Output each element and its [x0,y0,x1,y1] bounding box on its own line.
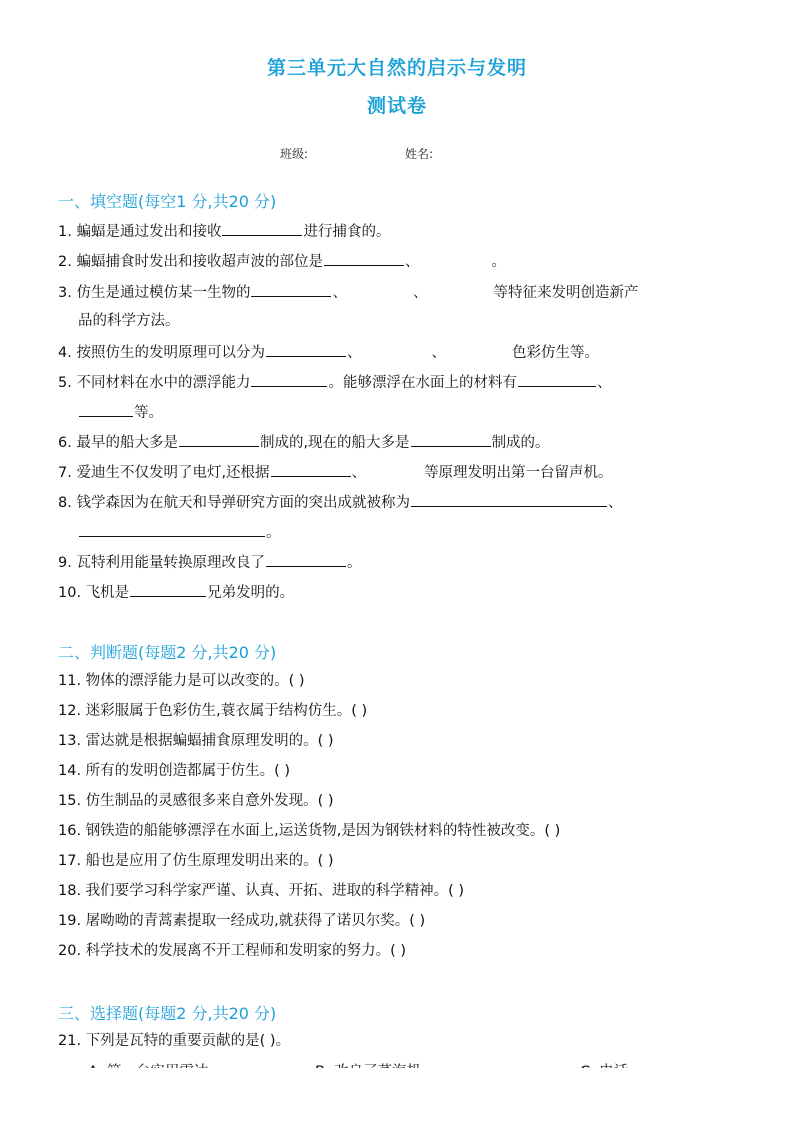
q8-blank-2[interactable] [79,522,265,537]
q2-text-b: 、 [404,254,420,270]
question-14: 14. 所有的发明创造都属于仿生。( ) [58,763,291,779]
q6-blank-2[interactable] [411,432,491,447]
q4-text-a: 4. 按照仿生的发明原理可以分为 [58,345,265,361]
q7-text-c: 等原理发明出第一台留声机。 [424,465,613,481]
q5-blank-3[interactable] [79,402,133,417]
question-3-cont: 品的科学方法。 [78,313,180,329]
q9-blank[interactable] [266,552,346,567]
question-12: 12. 迷彩服属于色彩仿生,蓑衣属于结构仿生。( ) [58,703,368,719]
section2-heading: 二、判断题(每题2 分,共20 分) [58,643,277,662]
question-7 [58,462,613,482]
question-19: 19. 屠呦呦的青蒿素提取一经成功,就获得了诺贝尔奖。( ) [58,913,426,929]
page-subtitle: 测试卷 [366,95,427,117]
q5-blank-1[interactable] [251,372,327,387]
question-8 [58,492,622,512]
question-9 [58,552,361,572]
question-17: 17. 船也是应用了仿生原理发明出来的。( ) [58,853,334,869]
name-label: 姓名: [405,147,434,161]
q1-blank[interactable] [222,221,302,236]
question-1 [58,221,390,241]
q9-text-a: 9. 瓦特利用能量转换原理改良了 [58,555,265,571]
q6-blank-1[interactable] [179,432,259,447]
question-10 [58,582,294,602]
q6-text-b: 制成的,现在的船大多是 [259,435,410,451]
q5-text-a: 5. 不同材料在水中的漂浮能力 [58,375,251,391]
question-2 [58,251,506,271]
section3-heading: 三、选择题(每题2 分,共20 分) [58,1004,277,1023]
question-16: 16. 钢铁造的船能够漂浮在水面上,运送货物,是因为钢铁材料的特性被改变。( ) [58,823,561,839]
question-13: 13. 雷达就是根据蝙蝠捕食原理发明的。( ) [58,733,334,749]
q4-blank-1[interactable] [266,342,346,357]
question-5 [58,372,611,392]
question-20: 20. 科学技术的发展离不开工程师和发明家的努力。( ) [58,943,407,959]
q5-blank-2[interactable] [518,372,596,387]
q3-text-d: 等特征来发明创造新产 [493,285,639,301]
class-label: 班级: [280,147,309,161]
q8-text-b: 、 [607,495,623,511]
question-18: 18. 我们要学习科学家严谨、认真、开拓、进取的科学精神。( ) [58,883,465,899]
q1-text-b: 进行捕食的。 [303,224,391,240]
section1-heading: 一、填空题(每空1 分,共20 分) [58,192,277,211]
q3-text-c: 、 [412,285,428,301]
q2-text-a: 2. 蝙蝠捕食时发出和接收超声波的部位是 [58,254,323,270]
q9-text-b: 。 [346,555,362,571]
q4-text-c: 、 [431,345,446,361]
q7-text-a: 7. 爱迪生不仅发明了电灯,还根据 [58,465,270,481]
q2-blank-1[interactable] [324,251,404,266]
q6-text-c: 制成的。 [491,435,550,451]
q8-text-a: 8. 钱学森因为在航天和导弹研究方面的突出成就被称为 [58,495,410,511]
q5-text-d: 等。 [134,405,163,421]
q1-text-a: 1. 蝙蝠是通过发出和接收 [58,224,222,240]
question-5-cont [78,402,163,422]
q7-blank-1[interactable] [271,462,351,477]
q3-text-b: 、 [332,285,347,301]
question-4 [58,342,599,362]
page-title: 第三单元大自然的启示与发明 [266,57,527,79]
question-3 [58,282,638,302]
q4-text-b: 、 [346,345,362,361]
q7-text-b: 、 [351,465,367,481]
q2-text-c: 。 [491,254,506,270]
question-21: 21. 下列是瓦特的重要贡献的是( )。 [58,1033,291,1049]
q3-text-a: 3. 仿生是通过模仿某一生物的 [58,285,251,301]
q5-text-b: 。能够漂浮在水面上的材料有 [328,375,517,391]
q6-text-a: 6. 最早的船大多是 [58,435,178,451]
q10-blank[interactable] [130,582,206,597]
q8-text-c: 。 [266,525,281,541]
q8-blank-1[interactable] [411,492,607,507]
question-8-cont [78,522,281,542]
q4-text-d: 色彩仿生等。 [511,345,599,361]
q5-text-c: 、 [596,375,612,391]
q10-text-b: 兄弟发明的。 [207,585,295,601]
q10-text-a: 10. 飞机是 [58,585,130,601]
q3-blank-1[interactable] [251,282,331,297]
question-11: 11. 物体的漂浮能力是可以改变的。( ) [58,673,305,689]
question-6 [58,432,550,452]
question-15: 15. 仿生制品的灵感很多来自意外发现。( ) [58,793,334,809]
page-crop-mask [0,1068,794,1123]
